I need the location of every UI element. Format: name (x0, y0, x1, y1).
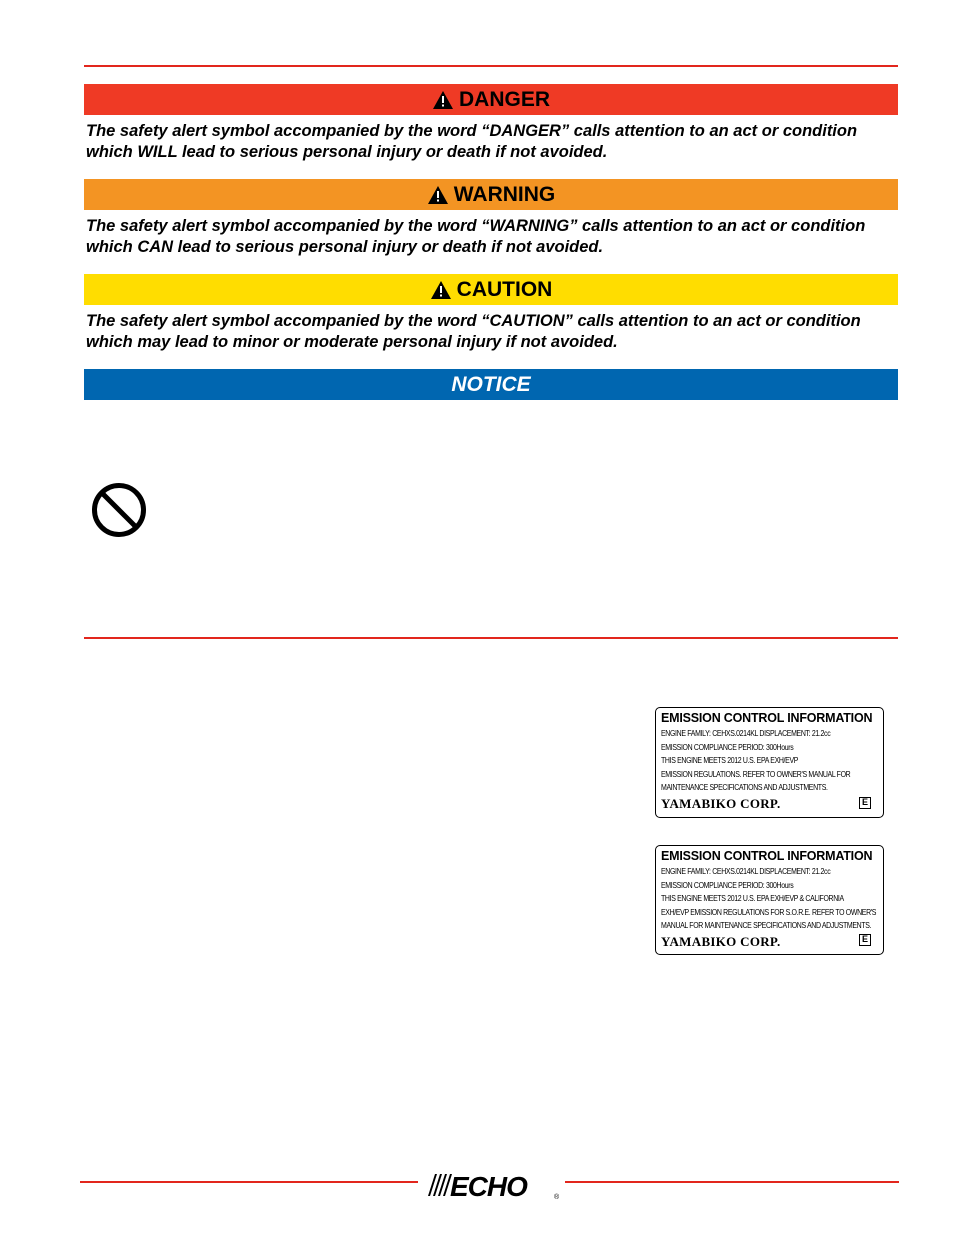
emission-label-line: EMISSION REGULATIONS. REFER TO OWNER'S MANUAL FOR (661, 769, 851, 779)
emission-label-line: THIS ENGINE MEETS 2012 U.S. EPA EXH/EVP & CALIFORNIA (661, 894, 844, 903)
manufacturer-name: YAMABIKO CORP. (661, 795, 781, 811)
warning-desc-line: which CAN lead to serious personal injury or death if not avoided. (86, 238, 604, 256)
emission-label-line: THIS ENGINE MEETS 2012 U.S. EPA EXH/EVP (661, 756, 799, 765)
emission-label-line: ENGINE FAMILY: CEHXS.0214KL DISPLACEMENT: 21.2cc (661, 867, 831, 876)
emission-label-line: EMISSION COMPLIANCE PERIOD: 300Hours (661, 742, 794, 752)
warning-banner (84, 179, 898, 210)
prohibition-icon (90, 482, 148, 538)
emission-label-line: EXH/EVP EMISSION REGULATIONS FOR S.O.R.E. REFER TO OWNER'S (661, 907, 877, 917)
manual-book-icon: E (859, 797, 871, 809)
footer-rule-left (80, 1181, 418, 1183)
danger-description (86, 121, 900, 163)
emission-label-line: MAINTENANCE SPECIFICATIONS AND ADJUSTMENTS. (661, 783, 828, 792)
emission-label-line: MANUAL FOR MAINTENANCE SPECIFICATIONS AND ADJUSTMENTS. (661, 921, 872, 930)
warning-triangle-icon (427, 185, 449, 205)
notice-banner (84, 369, 898, 400)
emission-label-california (655, 845, 884, 955)
warning-description (86, 216, 900, 258)
footer-rule-right (565, 1181, 899, 1183)
emission-label-title: EMISSION CONTROL INFORMATION (661, 849, 873, 863)
danger-desc-line: The safety alert symbol accompanied by the word “DANGER” calls attention to an act or condition (86, 122, 858, 140)
emission-label-title: EMISSION CONTROL INFORMATION (661, 711, 873, 725)
warning-triangle-icon (430, 280, 452, 300)
caution-desc-line: The safety alert symbol accompanied by the word “CAUTION” calls attention to an act or condition (86, 312, 861, 330)
caution-description (86, 311, 900, 353)
warning-label: WARNING (453, 182, 556, 206)
warning-desc-line: The safety alert symbol accompanied by the word “WARNING” calls attention to an act or condition (86, 217, 866, 235)
registered-mark: ® (554, 1194, 560, 1200)
manufacturer-name: YAMABIKO CORP. (661, 933, 781, 949)
emission-label-epa (655, 707, 884, 818)
caution-desc-line: which may lead to minor or moderate personal injury if not avoided. (86, 333, 618, 351)
danger-label: DANGER (458, 87, 550, 111)
emission-label-line: EMISSION COMPLIANCE PERIOD: 300Hours (661, 880, 794, 890)
top-rule (84, 65, 898, 67)
section-rule (84, 637, 898, 639)
caution-banner (84, 274, 898, 305)
echo-logo (420, 1170, 565, 1200)
warning-triangle-icon (432, 90, 454, 110)
danger-desc-line: which WILL lead to serious personal injury or death if not avoided. (86, 143, 608, 161)
caution-label: CAUTION (456, 277, 553, 301)
manual-book-icon: E (859, 934, 871, 946)
notice-label: NOTICE (451, 372, 531, 396)
emission-label-line: ENGINE FAMILY: CEHXS.0214KL DISPLACEMENT: 21.2cc (661, 729, 831, 738)
echo-logo-text: ECHO (450, 1171, 527, 1200)
danger-banner (84, 84, 898, 115)
